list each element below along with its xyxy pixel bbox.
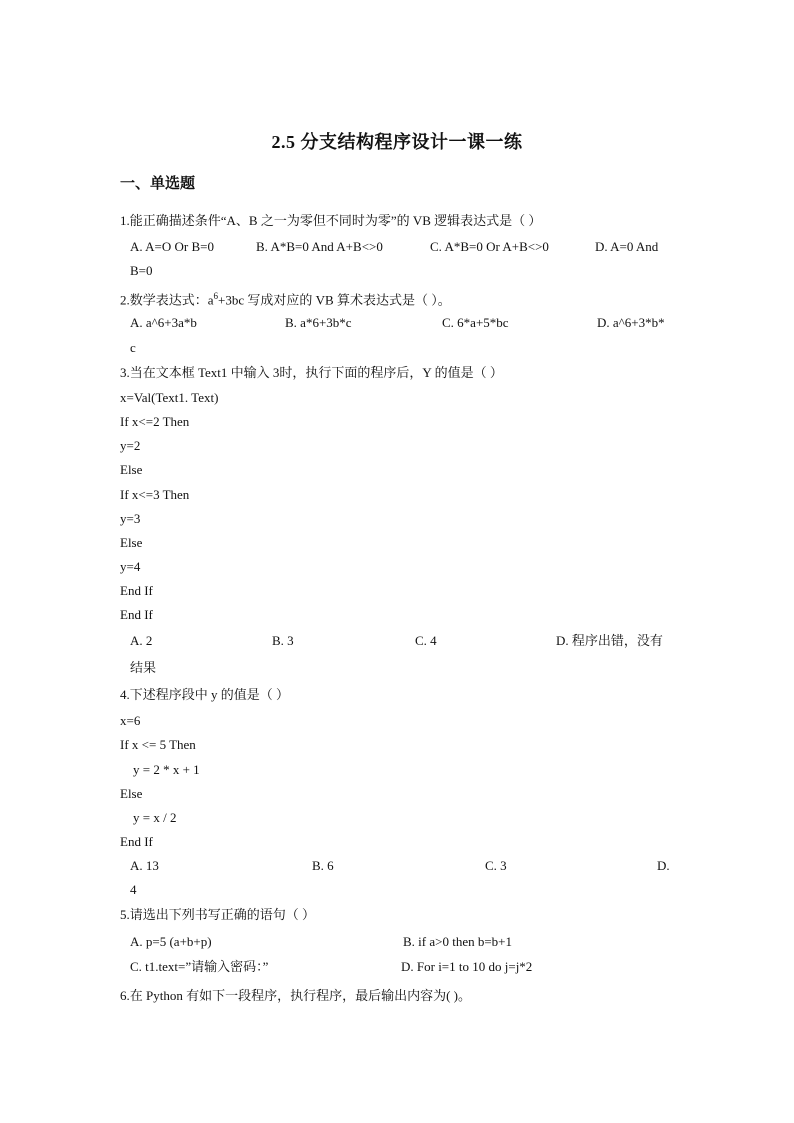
q4-option-a[interactable]: A. 13	[130, 858, 159, 873]
code-line: x=Val(Text1. Text)	[120, 390, 219, 405]
q5-option-b[interactable]: B. if a>0 then b=b+1	[403, 934, 513, 949]
q2-option-a[interactable]: A. a^6+3a*b	[130, 315, 197, 330]
q4-option-b[interactable]: B. 6	[312, 858, 334, 873]
q2-option-d[interactable]: D. a^6+3*b*	[597, 315, 665, 330]
code-line: y=2	[120, 438, 141, 453]
q2-exponent: 6	[213, 291, 219, 301]
code-line: If x <= 5 Then	[120, 737, 196, 752]
q1-option-b[interactable]: B. A*B=0 And A+B<>0	[256, 239, 383, 254]
code-line: End If	[120, 834, 153, 849]
q1-option-d-continued: B=0	[130, 263, 153, 278]
code-line: Else	[120, 535, 143, 550]
q3-option-b[interactable]: B. 3	[272, 633, 294, 648]
q5-option-c[interactable]: C. t1.text=”请输入密码：”	[130, 959, 269, 974]
q3-option-a[interactable]: A. 2	[130, 633, 153, 648]
code-line: y = 2 * x + 1	[133, 762, 200, 777]
code-line: If x<=3 Then	[120, 487, 190, 502]
question-3-stem: 3.当在文本框 Text1 中输入 3时，执行下面的程序后，Y 的值是（ ）	[120, 365, 503, 380]
code-line: End If	[120, 607, 153, 622]
q2-stem-pre: 2.数学表达式：a	[120, 292, 214, 308]
question-2-stem	[120, 287, 451, 309]
q2-option-c[interactable]: C. 6*a+5*bc	[442, 315, 509, 330]
page-title: 2.5 分支结构程序设计一课一练	[271, 132, 523, 152]
code-line: End If	[120, 583, 153, 598]
q1-option-c[interactable]: C. A*B=0 Or A+B<>0	[430, 239, 549, 254]
code-line: If x<=2 Then	[120, 414, 190, 429]
q3-option-d-continued: 结果	[130, 660, 157, 675]
question-4-stem: 4.下述程序段中 y 的值是（ ）	[120, 687, 290, 702]
q3-option-c[interactable]: C. 4	[415, 633, 437, 648]
code-line: x=6	[120, 713, 141, 728]
q2-stem-post: +3bc 写成对应的 VB 算术表达式是（ ）。	[218, 292, 451, 308]
q1-option-d[interactable]: D. A=0 And	[595, 239, 659, 254]
code-line: Else	[120, 462, 143, 477]
q2-option-b[interactable]: B. a*6+3b*c	[285, 315, 352, 330]
section-heading: 一、单选题	[120, 176, 196, 192]
q4-option-c[interactable]: C. 3	[485, 858, 507, 873]
q4-option-d-continued: 4	[130, 882, 137, 897]
q1-option-a[interactable]: A. A=O Or B=0	[130, 239, 214, 254]
q4-option-d[interactable]: D.	[657, 858, 670, 873]
code-line: Else	[120, 786, 143, 801]
code-line: y=3	[120, 511, 141, 526]
q3-option-d[interactable]: D. 程序出错，没有	[556, 633, 663, 648]
code-line: y = x / 2	[133, 810, 177, 825]
q5-option-d[interactable]: D. For i=1 to 10 do j=j*2	[401, 959, 533, 974]
q5-option-a[interactable]: A. p=5 (a+b+p)	[130, 934, 212, 949]
question-1-stem: 1.能正确描述条件“A、B 之一为零但不同时为零”的 VB 逻辑表达式是（ ）	[120, 213, 542, 228]
question-6-stem: 6.在 Python 有如下一段程序，执行程序，最后输出内容为( )。	[120, 988, 472, 1003]
code-line: y=4	[120, 559, 141, 574]
question-5-stem: 5.请选出下列书写正确的语句（ ）	[120, 907, 316, 922]
q2-option-d-continued: c	[130, 340, 136, 355]
